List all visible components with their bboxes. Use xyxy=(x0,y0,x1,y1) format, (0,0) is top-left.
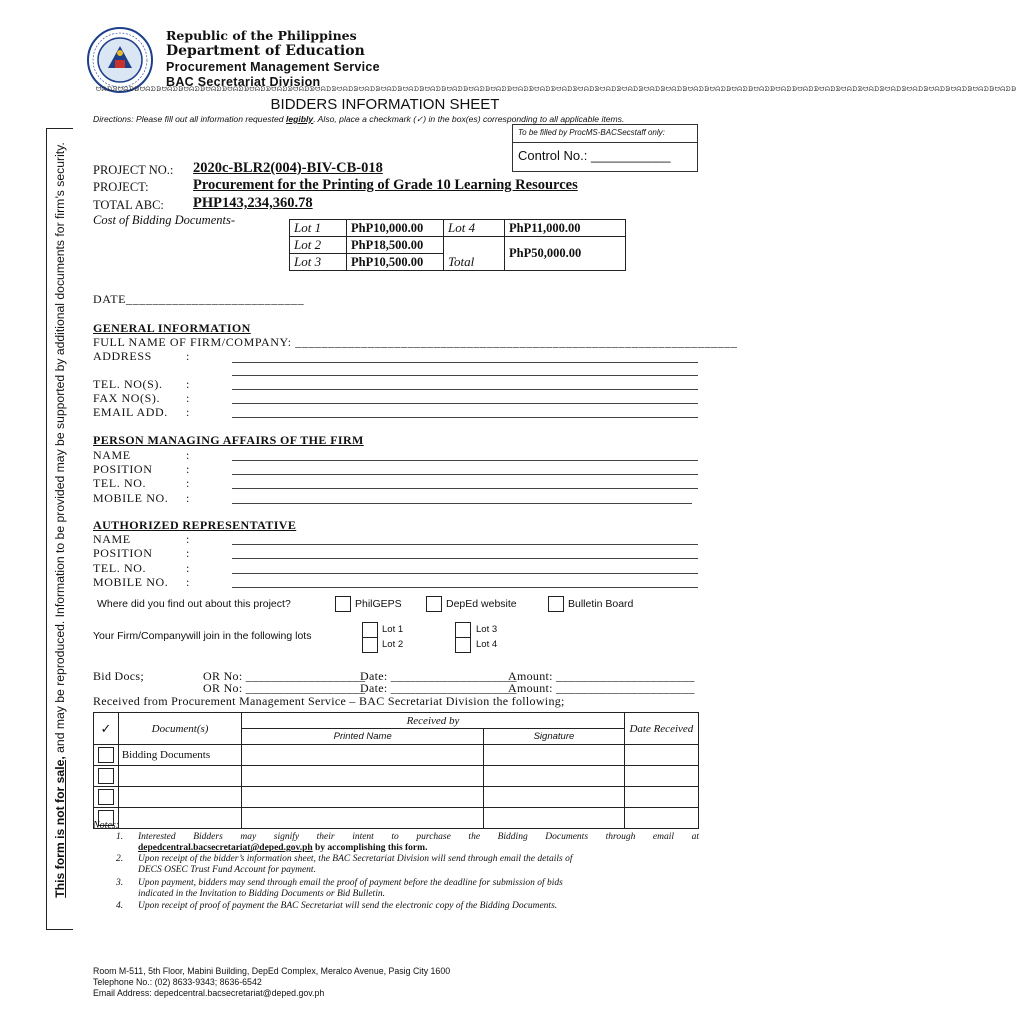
authorized-heading: AUTHORIZED REPRESENTATIVE xyxy=(93,518,297,532)
note-4-line-1: Upon receipt of proof of payment the BAC Secretariat will send the electronic copy of the Bidding Documents. xyxy=(138,901,558,911)
note-2-line-2: DECS OSEC Trust Fund Account for payment. xyxy=(138,865,316,875)
managing-tel-colon: : xyxy=(186,476,190,490)
project-label: PROJECT: xyxy=(93,180,149,194)
managing-position-label: POSITION xyxy=(93,462,153,476)
date-field[interactable]: DATE___________________________ xyxy=(93,292,305,306)
received-by-header: Received by xyxy=(242,713,624,729)
project-no-label: PROJECT NO.: xyxy=(93,163,174,177)
form-title: BIDDERS INFORMATION SHEET xyxy=(270,96,500,113)
project-value: Procurement for the Printing of Grade 10 Learning Resources xyxy=(193,177,578,193)
header-department: Department of Education xyxy=(166,43,365,59)
note-3-line-1: Upon payment, bidders may send through email the proof of payment before the deadline for submission of bids xyxy=(138,878,563,888)
tel-colon: : xyxy=(186,377,190,391)
authorized-tel-label: TEL. NO. xyxy=(93,561,147,575)
date-received-header: Date Received xyxy=(624,713,698,745)
row-3-date[interactable] xyxy=(624,787,698,808)
address-colon: : xyxy=(186,349,190,363)
documents-header: Document(s) xyxy=(118,713,241,745)
join-lot-4-label: Lot 4 xyxy=(476,639,498,650)
note-2-line-1: Upon receipt of the bidder’s information sheet, the BAC Secretariat Division will send through email the details of xyxy=(138,854,573,864)
join-lot-3-label: Lot 3 xyxy=(476,624,498,635)
row-4-document[interactable] xyxy=(118,808,241,829)
row-3-signature[interactable] xyxy=(484,787,625,808)
managing-position-line[interactable] xyxy=(232,474,698,475)
authorized-tel-colon: : xyxy=(186,561,190,575)
signature-header: Signature xyxy=(484,729,625,745)
authorized-name-line[interactable] xyxy=(232,544,698,545)
row-1-printed-name[interactable] xyxy=(242,745,484,766)
received-from-text: Received from Procurement Management Service – BAC Secretariat Division the following; xyxy=(93,694,565,708)
project-no-value: 2020c-BLR2(004)-BIV-CB-018 xyxy=(193,160,383,176)
managing-mobile-line[interactable] xyxy=(232,503,692,504)
philgeps-label: PhilGEPS xyxy=(355,598,402,610)
table-row xyxy=(94,808,699,829)
fax-colon: : xyxy=(186,391,190,405)
lot-3-label: Lot 3 xyxy=(290,254,347,271)
tel-line[interactable] xyxy=(232,389,698,390)
authorized-position-line[interactable] xyxy=(232,558,698,559)
row-1-date[interactable] xyxy=(624,745,698,766)
note-1-line-1: Interested Bidders may signify their intent to purchase the Bidding Documents through email at xyxy=(138,832,699,842)
footer-address xyxy=(93,966,450,999)
or-no-field-2[interactable]: OR No: ___________________ xyxy=(203,681,366,695)
address-line-2[interactable] xyxy=(232,375,698,376)
control-divider xyxy=(512,142,697,143)
notes-label: Notes: xyxy=(93,820,120,831)
managing-name-colon: : xyxy=(186,448,190,462)
general-info-heading: GENERAL INFORMATION xyxy=(93,321,251,335)
managing-position-colon: : xyxy=(186,462,190,476)
lot-1-amount: PhP10,000.00 xyxy=(347,220,444,237)
control-number-field[interactable]: Control No.: ___________ xyxy=(518,148,671,163)
note-3-number: 3. xyxy=(116,878,124,888)
row-3-check-cell[interactable] xyxy=(94,787,119,808)
lot-2-amount: PhP18,500.00 xyxy=(347,237,444,254)
deped-website-checkbox[interactable] xyxy=(426,596,442,612)
date-field-2[interactable]: Date: ____________________ xyxy=(360,681,517,695)
join-lots-question: Your Firm/Companywill join in the following lots xyxy=(93,630,312,642)
bulletin-board-label: Bulletin Board xyxy=(568,598,634,610)
join-lot-2-checkbox[interactable] xyxy=(362,637,378,653)
note-1-number: 1. xyxy=(116,832,124,842)
philgeps-checkbox[interactable] xyxy=(335,596,351,612)
managing-mobile-label: MOBILE NO. xyxy=(93,491,169,505)
note-2-number: 2. xyxy=(116,854,124,864)
header-republic: Republic of the Philippines xyxy=(166,28,357,43)
footer-line-3: Email Address: depedcentral.bacsecretariat@deped.gov.ph xyxy=(93,988,325,998)
authorized-position-colon: : xyxy=(186,546,190,560)
lot-1-label: Lot 1 xyxy=(290,220,347,237)
directions-text-2: . Also, place a checkmark (✓) in the box(es) corresponding to all applicable items. xyxy=(313,114,625,124)
table-row xyxy=(94,745,699,766)
cost-label: Cost of Bidding Documents- xyxy=(93,213,236,227)
lot-2-label: Lot 2 xyxy=(290,237,347,254)
authorized-mobile-line[interactable] xyxy=(232,587,698,588)
amount-field-1[interactable]: Amount: ______________________ xyxy=(508,669,695,683)
row-1-signature[interactable] xyxy=(484,745,625,766)
abc-value: PHP143,234,360.78 xyxy=(193,195,313,211)
lots-cost-table xyxy=(289,219,626,271)
email-line[interactable] xyxy=(232,417,698,418)
footer-line-1: Room M-511, 5th Floor, Mabini Building, DepEd Complex, Meralco Avenue, Pasig City 1600 xyxy=(93,966,451,976)
address-label: ADDRESS xyxy=(93,349,152,363)
total-label: Total xyxy=(444,237,505,271)
address-line-1[interactable] xyxy=(232,362,698,363)
row-2-document[interactable] xyxy=(118,766,241,787)
fax-line[interactable] xyxy=(232,403,698,404)
email-colon: : xyxy=(186,405,190,419)
row-2-date[interactable] xyxy=(624,766,698,787)
row-4-signature[interactable] xyxy=(484,808,625,829)
authorized-name-label: NAME xyxy=(93,532,131,546)
footer-line-2: Telephone No.: (02) 8633-9343; 8636-6542 xyxy=(93,977,262,987)
note-1-line-2 xyxy=(138,843,427,855)
total-amount: PhP50,000.00 xyxy=(505,237,626,271)
row-1-document: Bidding Documents xyxy=(118,745,241,766)
date-field-1[interactable]: Date: ____________________ xyxy=(360,669,517,683)
control-note: To be filled by ProcMS-BACSecstaff only: xyxy=(518,128,665,137)
bulletin-board-checkbox[interactable] xyxy=(548,596,564,612)
row-2-signature[interactable] xyxy=(484,766,625,787)
printed-name-header: Printed Name xyxy=(242,729,484,745)
deped-email-link[interactable]: depedcentral.bacsecretariat@deped.gov.ph xyxy=(138,843,313,853)
row-3-document[interactable] xyxy=(118,787,241,808)
authorized-tel-line[interactable] xyxy=(232,573,698,574)
authorized-position-label: POSITION xyxy=(93,546,153,560)
header-service: Procurement Management Service xyxy=(166,60,380,74)
directions-text-1: Please fill out all information requested xyxy=(133,114,286,124)
side-note xyxy=(53,142,67,898)
table-row xyxy=(94,787,699,808)
directions-label: Directions: xyxy=(93,114,134,124)
authorized-mobile-colon: : xyxy=(186,575,190,589)
note-3-line-2: indicated in the Invitation to Bidding Documents or Bid Bulletin. xyxy=(138,889,385,899)
row-2-printed-name[interactable] xyxy=(242,766,484,787)
managing-tel-label: TEL. NO. xyxy=(93,476,147,490)
note-1-line-2-rest: by accomplishing this form. xyxy=(312,843,428,853)
abc-label: TOTAL ABC: xyxy=(93,198,164,212)
side-note-rest: and may be reproduced. Information to be provided may be supported by additional documents for firm’s security. xyxy=(53,142,67,757)
ornamental-divider: ᗢᗣᗤᗥᗢᗣᗤᗥᗢᗣᗤᗥᗢᗣᗤᗥᗢᗣᗤᗥᗢᗣᗤᗥᗢᗣᗤᗥᗢᗣᗤᗥᗢᗣᗤᗥᗢᗣᗤᗥᗢᗣᗤᗥᗢᗣᗤᗥᗢᗣᗤᗥᗢᗣᗤᗥᗢᗣᗤᗥᗢᗣᗤᗥᗢᗣᗤᗥᗢᗣᗤᗥᗢᗣᗤᗥᗢᗣᗤᗥᗢᗣᗤᗥᗢᗣᗤᗥᗢᗣᗤᗥᗢᗣᗤᗥᗢᗣᗤᗥᗢᗣᗤᗥᗢᗣᗤᗥᗢᗣᗤᗥᗢᗣᗤᗥᗢᗣᗤᗥᗢᗣᗤᗥᗢᗣᗤᗥᗢᗣᗤᗥᗢᗣᗤᗥᗢᗣᗤᗥᗢᗣᗤᗥᗢᗣᗤᗥᗢᗣᗤᗥᗢᗣᗤᗥᗢᗣᗤᗥᗢᗣᗤᗥᗢᗣᗤᗥ xyxy=(96,87,1017,93)
firm-name-field[interactable]: FULL NAME OF FIRM/COMPANY: ___________________________________________________________________ xyxy=(93,335,738,349)
managing-heading: PERSON MANAGING AFFAIRS OF THE FIRM xyxy=(93,433,364,447)
lot-3-amount: PhP10,500.00 xyxy=(347,254,444,271)
managing-name-label: NAME xyxy=(93,448,131,462)
managing-tel-line[interactable] xyxy=(232,488,698,489)
deped-seal-logo xyxy=(86,26,154,94)
authorized-name-colon: : xyxy=(186,532,190,546)
row-1-check-cell[interactable] xyxy=(94,745,119,766)
side-note-underlined: This form is not for sale, xyxy=(53,756,67,898)
or-no-field-1[interactable]: OR No: ___________________ xyxy=(203,669,366,683)
lot-4-label: Lot 4 xyxy=(444,220,505,237)
row-2-check-cell[interactable] xyxy=(94,766,119,787)
join-lot-3-checkbox[interactable] xyxy=(455,622,471,638)
directions-emphasis: legibly xyxy=(285,114,314,124)
join-lot-2-label: Lot 2 xyxy=(382,639,404,650)
row-3-printed-name[interactable] xyxy=(242,787,484,808)
join-lot-4-checkbox[interactable] xyxy=(455,637,471,653)
managing-mobile-colon: : xyxy=(186,491,190,505)
amount-field-2[interactable]: Amount: ______________________ xyxy=(508,681,695,695)
join-lot-1-checkbox[interactable] xyxy=(362,622,378,638)
deped-website-label: DepEd website xyxy=(446,598,517,610)
row-4-date[interactable] xyxy=(624,808,698,829)
note-4-number: 4. xyxy=(116,901,124,911)
email-label: EMAIL ADD. xyxy=(93,405,168,419)
header-division: BAC Secretariat Division xyxy=(166,75,321,89)
lot-4-amount: PhP11,000.00 xyxy=(505,220,626,237)
join-lot-1-label: Lot 1 xyxy=(382,624,404,635)
check-header: ✓ xyxy=(94,713,119,745)
tel-label: TEL. NO(S). xyxy=(93,377,163,391)
fax-label: FAX NO(S). xyxy=(93,391,161,405)
source-question: Where did you find out about this project? xyxy=(97,598,291,610)
bid-docs-label: Bid Docs; xyxy=(93,669,145,683)
row-4-printed-name[interactable] xyxy=(242,808,484,829)
table-row xyxy=(94,766,699,787)
managing-name-line[interactable] xyxy=(232,460,698,461)
authorized-mobile-label: MOBILE NO. xyxy=(93,575,169,589)
documents-received-table xyxy=(93,712,699,829)
